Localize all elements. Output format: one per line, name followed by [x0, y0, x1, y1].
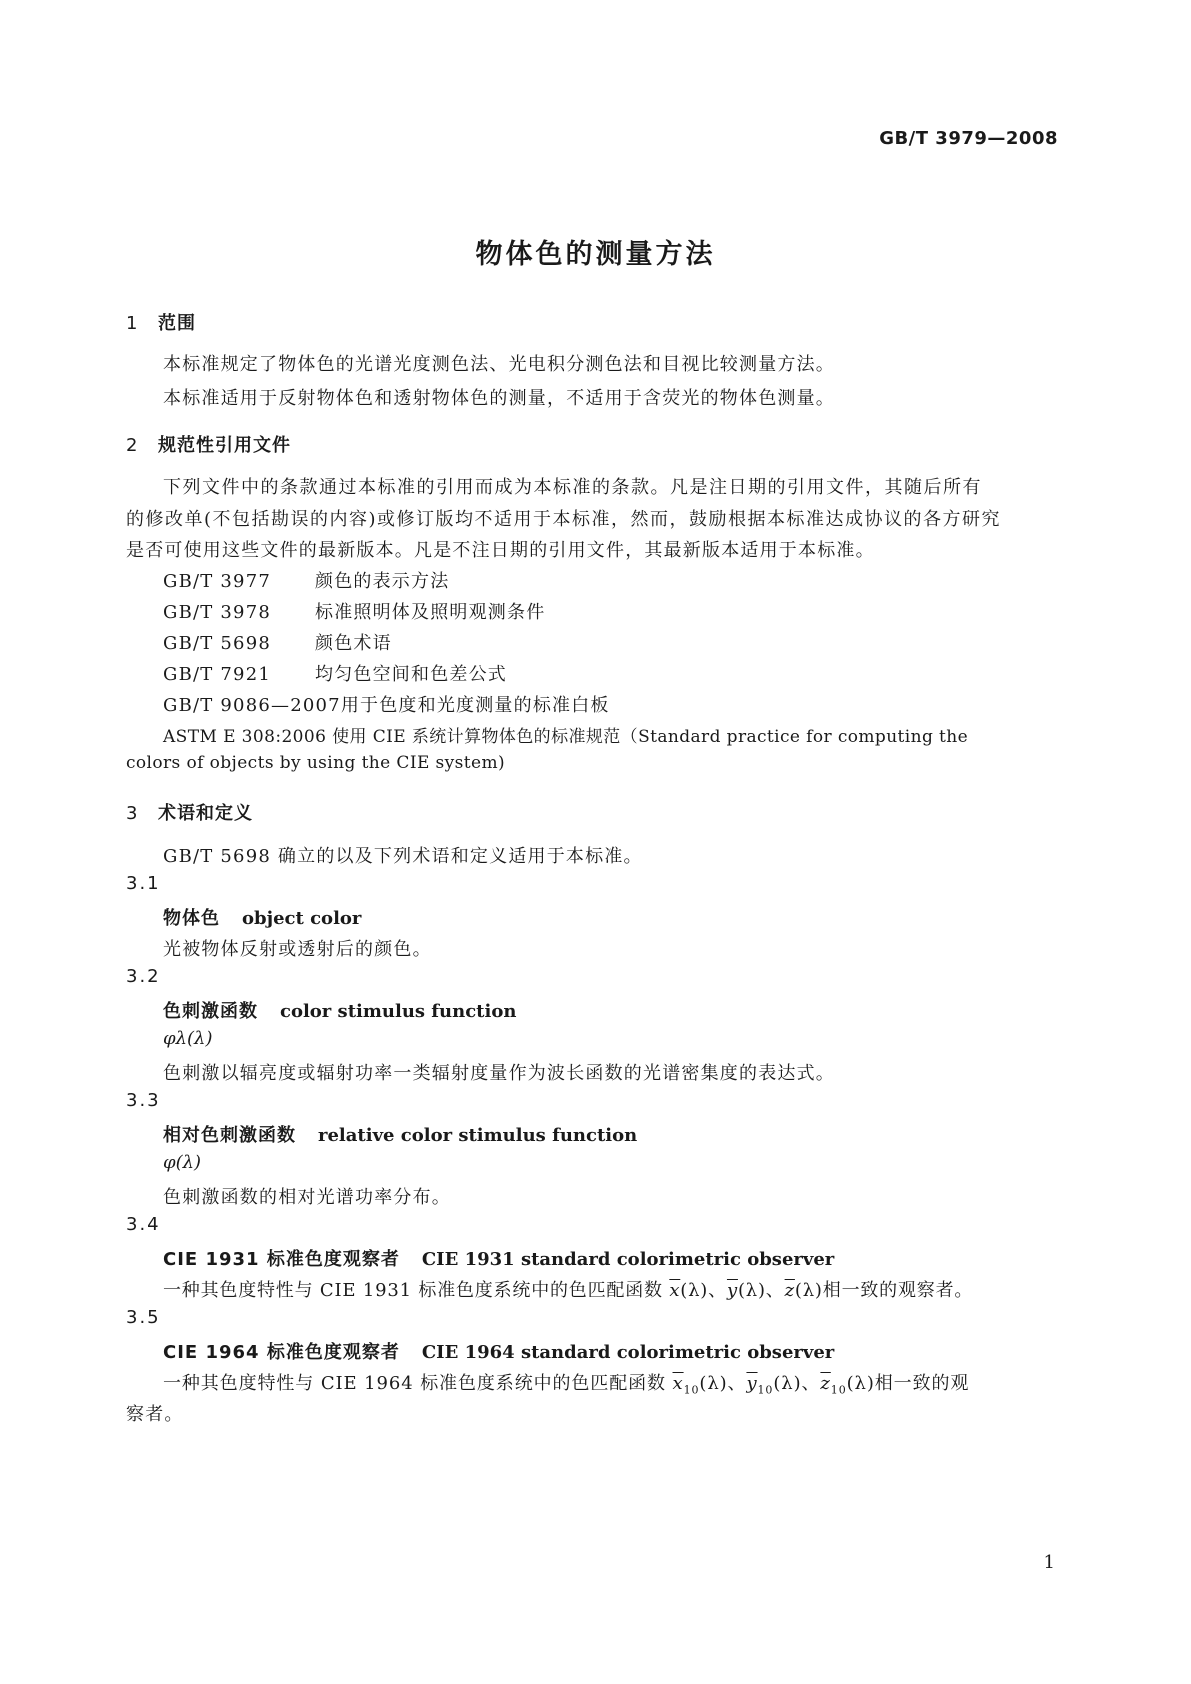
term-symbol: φλ(λ) [163, 1028, 213, 1049]
term-heading: 色刺激函数 color stimulus function [163, 1001, 517, 1022]
reference-item: GB/T 3977 颜色的表示方法 [163, 571, 450, 592]
term-heading: CIE 1931 标准色度观察者 CIE 1931 standard colorimetric observer [163, 1249, 835, 1270]
reference-item: GB/T 7921 均匀色空间和色差公式 [163, 664, 507, 685]
astm-reference-line-2: colors of objects by using the CIE system) [126, 753, 506, 773]
term-number: 3.4 [126, 1214, 161, 1235]
term-definition-continued: 察者。 [126, 1404, 184, 1425]
reference-item: GB/T 3978 标准照明体及照明观测条件 [163, 602, 546, 623]
section-2-intro-line-1: 下列文件中的条款通过本标准的引用而成为本标准的条款。凡是注日期的引用文件，其随后所有 [163, 477, 982, 498]
term-heading: 相对色刺激函数 relative color stimulus function [163, 1125, 638, 1146]
term-definition: 色刺激函数的相对光谱功率分布。 [163, 1187, 451, 1208]
reference-item: GB/T 5698 颜色术语 [163, 633, 392, 654]
section-1-para-1: 本标准规定了物体色的光谱光度测色法、光电积分测色法和目视比较测量方法。 [163, 354, 835, 375]
term-definition: 色刺激以辐亮度或辐射功率一类辐射度量作为波长函数的光谱密集度的表达式。 [163, 1063, 835, 1084]
term-heading: CIE 1964 标准色度观察者 CIE 1964 standard colorimetric observer [163, 1342, 835, 1363]
term-number: 3.5 [126, 1307, 161, 1328]
section-2-intro-line-3: 是否可使用这些文件的最新版本。凡是不注日期的引用文件，其最新版本适用于本标准。 [126, 540, 875, 561]
term-definition: 一种其色度特性与 CIE 1964 标准色度系统中的色匹配函数 $\overline{x}_{10}(\lambda)$、$\overline{y}_{10}(\lambda)$、$\overline{z}_{10}(\lambda)$相一致的观 [163, 1373, 970, 1397]
term-number: 3.2 [126, 966, 161, 987]
reference-item: GB/T 9086—2007用于色度和光度测量的标准白板 [163, 695, 610, 716]
term-definition: 一种其色度特性与 CIE 1931 标准色度系统中的色匹配函数 $\overline{x}(\lambda)$、$\overline{y}(\lambda)$、$\overline{z}(\lambda)$相一致的观察者。 [163, 1280, 974, 1301]
section-3-heading: 3 术语和定义 [126, 803, 253, 824]
standard-code: GB/T 3979—2008 [879, 128, 1058, 149]
astm-reference-line-1: ASTM E 308:2006 使用 CIE 系统计算物体色的标准规范（Standard practice for computing the [163, 727, 969, 747]
term-heading: 物体色 object color [163, 908, 362, 929]
term-symbol: φ(λ) [163, 1152, 202, 1173]
term-number: 3.1 [126, 873, 161, 894]
section-2-heading: 2 规范性引用文件 [126, 435, 291, 456]
section-2-intro-line-2: 的修改单(不包括勘误的内容)或修订版均不适用于本标准，然而，鼓励根据本标准达成协议的各方研究 [126, 509, 1002, 530]
term-number: 3.3 [126, 1090, 161, 1111]
page-number: 1 [1043, 1552, 1055, 1573]
term-definition: 光被物体反射或透射后的颜色。 [163, 939, 432, 960]
section-1-heading: 1 范围 [126, 313, 196, 334]
document-title: 物体色的测量方法 [475, 239, 716, 270]
section-3-intro: GB/T 5698 确立的以及下列术语和定义适用于本标准。 [163, 846, 643, 867]
section-1-para-2: 本标准适用于反射物体色和透射物体色的测量，不适用于含荧光的物体色测量。 [163, 388, 835, 409]
